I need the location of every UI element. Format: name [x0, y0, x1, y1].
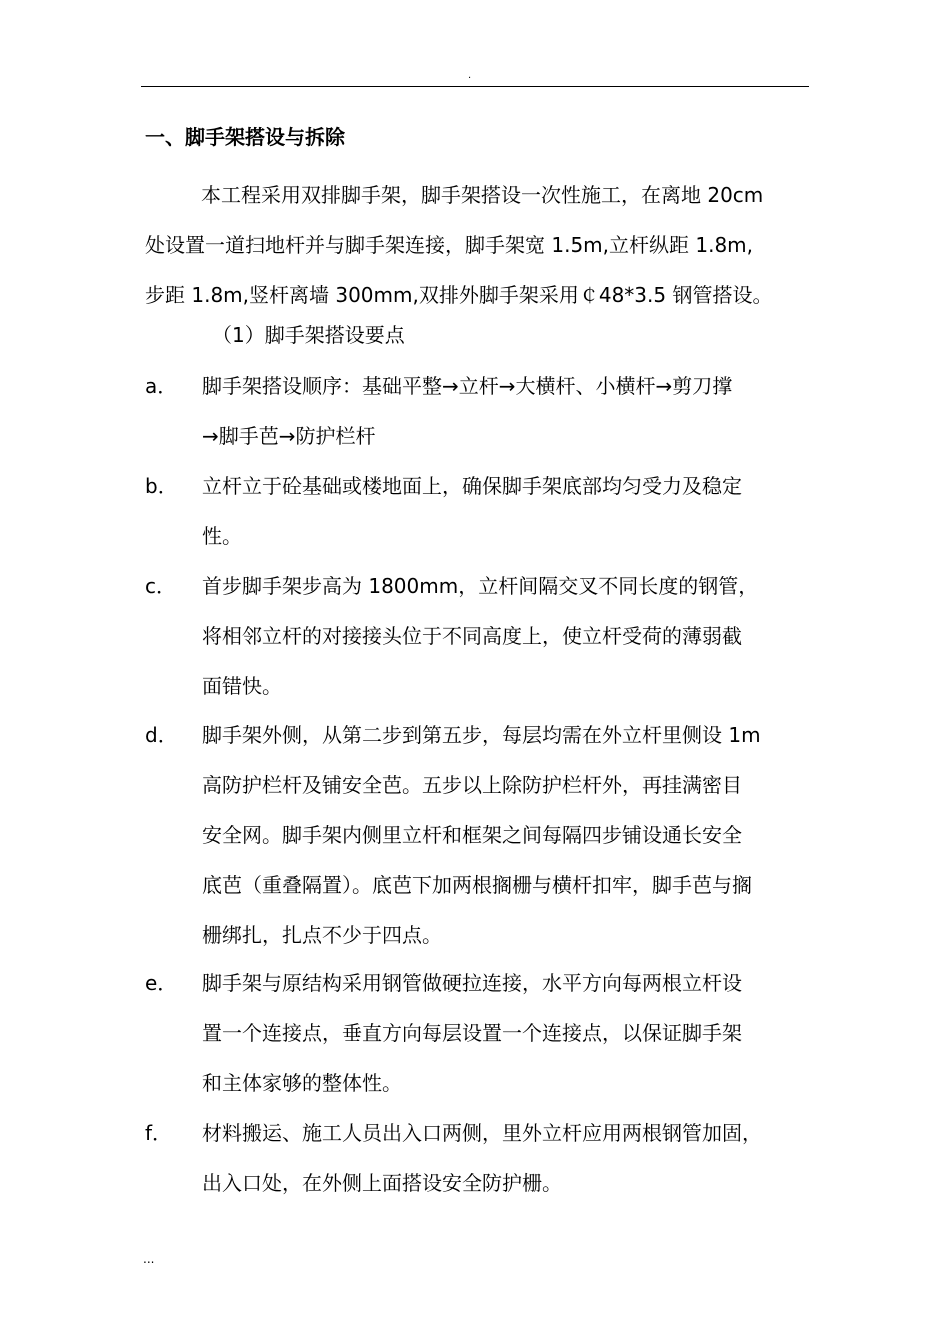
intro-paragraph [145, 170, 809, 320]
list-item-line: 将相邻立杆的对接接头位于不同高度上，使立杆受荷的薄弱截 [202, 624, 742, 648]
list-item-text [202, 710, 809, 960]
list-item-text [202, 361, 809, 461]
list-item-line: 面错快。 [202, 674, 282, 698]
footer-mark: ... [143, 1252, 155, 1266]
list-item-text [202, 958, 809, 1108]
list-item-line: 置一个连接点，垂直方向每层设置一个连接点，以保证脚手架 [202, 1021, 742, 1045]
list-item-line: 性。 [202, 524, 242, 548]
intro-line: 本工程采用双排脚手架，脚手架搭设一次性施工，在离地 20cm [201, 183, 764, 207]
list-marker: e． [145, 971, 178, 995]
intro-line: 步距 1.8m,竖杆离墙 300mm,双排外脚手架采用￠48*3.5 钢管搭设。 [145, 283, 773, 307]
list-item-line: 脚手架外侧，从第二步到第五步，每层均需在外立杆里侧设 1m [202, 723, 761, 747]
list-item-line: 安全网。脚手架内侧里立杆和框架之间每隔四步铺设通长安全 [202, 823, 742, 847]
list-item-line: 栅绑扎，扎点不少于四点。 [202, 923, 442, 947]
list-item-line: 立杆立于砼基础或楼地面上，确保脚手架底部均匀受力及稳定 [202, 474, 742, 498]
subheading: （1）脚手架搭设要点 [212, 323, 405, 347]
list-item-text [202, 461, 809, 561]
list-item-line: 高防护栏杆及铺安全芭。五步以上除防护栏杆外，再挂满密目 [202, 773, 742, 797]
list-marker: c． [145, 574, 176, 598]
list-marker: b． [145, 474, 178, 498]
header-mark: . [468, 70, 472, 81]
list-item-line: 和主体家够的整体性。 [202, 1071, 402, 1095]
list-item-text [202, 1108, 809, 1208]
list-item-line: →脚手芭→防护栏杆 [202, 424, 376, 448]
list-item-line: 脚手架与原结构采用钢管做硬拉连接，水平方向每两根立杆设 [202, 971, 742, 995]
list-marker: f． [145, 1121, 173, 1145]
header-rule [141, 86, 809, 87]
intro-line: 处设置一道扫地杆并与脚手架连接，脚手架宽 1.5m,立杆纵距 1.8m, [145, 233, 754, 257]
list-marker: d． [145, 723, 178, 747]
list-item-line: 底芭（重叠隔置）。底芭下加两根搁栅与横杆扣牢，脚手芭与搁 [202, 873, 752, 897]
list-item-line: 首步脚手架步高为 1800mm，立杆间隔交叉不同长度的钢管， [202, 574, 759, 598]
section-heading: 一、脚手架搭设与拆除 [145, 125, 345, 149]
list-item-line: 脚手架搭设顺序：基础平整→立杆→大横杆、小横杆→剪刀撑 [202, 374, 733, 398]
list-marker: a． [145, 374, 178, 398]
list-item-text [202, 561, 809, 711]
list-item-line: 出入口处，在外侧上面搭设安全防护栅。 [202, 1171, 562, 1195]
list-item-line: 材料搬运、施工人员出入口两侧，里外立杆应用两根钢管加固， [202, 1121, 762, 1145]
